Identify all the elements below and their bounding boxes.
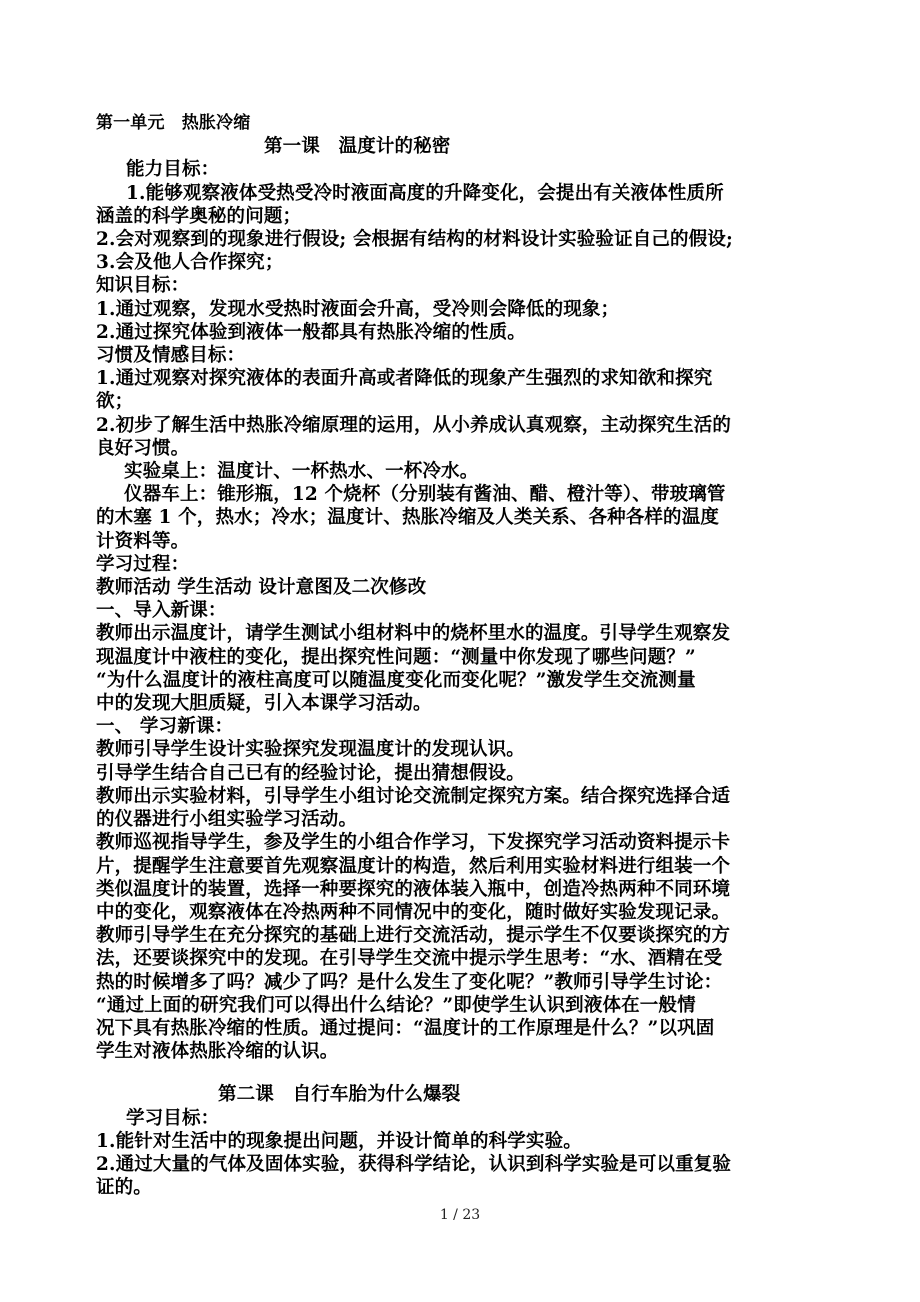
section2-line: 引导学生结合自己已有的经验讨论，提出猜想假设。 xyxy=(96,762,525,784)
section1-line: 中的发现大胆质疑，引入本课学习活动。 xyxy=(96,693,432,715)
section2-line: 类似温度计的装置，选择一种要探究的液体装入瓶中，创造冷热两种不同环境 xyxy=(96,878,731,900)
section2-line: 教师引导学生设计实验探究发现温度计的发现认识。 xyxy=(96,739,525,761)
ability-line: 1.能够观察液体受热受冷时液面高度的升降变化，会提出有关液体性质所 xyxy=(126,182,724,204)
section2-line: 况下具有热胀冷缩的性质。通过提问：“温度计的工作原理是什么？”以巩固 xyxy=(96,1017,715,1039)
knowledge-line: 1.通过观察，发现水受热时液面会升高，受冷则会降低的现象； xyxy=(96,298,620,320)
cart-materials-line: 计资料等。 xyxy=(96,530,190,552)
unit-title: 第一单元 热胀冷缩 xyxy=(96,113,251,133)
section1-line: “为什么温度计的液柱高度可以随温度变化而变化呢？”激发学生交流测量 xyxy=(96,669,696,691)
lesson2-goals-heading: 学习目标： xyxy=(126,1107,220,1129)
section2-line: 教师巡视指导学生，参及学生的小组合作学习，下发探究学习活动资料提示卡 xyxy=(96,832,731,854)
page-content xyxy=(96,112,828,1199)
page-number: 1 / 23 xyxy=(439,1207,481,1223)
ability-line: 涵盖的科学奥秘的问题； xyxy=(96,205,302,227)
section-gap xyxy=(96,1063,828,1083)
lesson2-goal-line: 证的。 xyxy=(96,1177,152,1199)
process-heading: 学习过程： xyxy=(96,553,190,575)
lesson2-goal-line: 2.通过大量的气体及固体实验，获得科学结论，认识到科学实验是可以重复验 xyxy=(96,1153,732,1175)
ability-line: 3.会及他人合作探究； xyxy=(96,252,284,274)
section2-heading: 一、 学习新课： xyxy=(96,716,234,738)
lesson1-title: 第一课 温度计的秘密 xyxy=(264,136,451,158)
habit-line: 1.通过观察对探究液体的表面升高或者降低的现象产生强烈的求知欲和探究 xyxy=(96,368,713,390)
cart-materials-line: 仪器车上：锥形瓶，12 个烧杯（分别装有酱油、醋、橙汁等）、带玻璃管 xyxy=(124,484,726,506)
section2-line: 学生对液体热胀冷缩的认识。 xyxy=(96,1041,339,1063)
knowledge-heading: 知识目标： xyxy=(96,275,190,297)
section1-heading: 一、导入新课： xyxy=(96,600,227,622)
habit-heading: 习惯及情感目标： xyxy=(96,345,246,367)
section2-line: 热的时候增多了吗？减少了吗？是什么发生了变化呢？”教师引导学生讨论： xyxy=(96,971,723,993)
section2-line: 法，还要谈探究中的发现。在引导学生交流中提示学生思考：“水、酒精在受 xyxy=(96,948,723,970)
cart-materials-line: 的木塞 1 个，热水；冷水；温度计、热胀冷缩及人类关系、各种各样的温度 xyxy=(96,507,720,529)
lesson2-goal-line: 1.能针对生活中的现象提出问题，并设计简单的科学实验。 xyxy=(96,1130,582,1152)
habit-line: 欲； xyxy=(96,391,134,413)
lesson2-title: 第二课 自行车胎为什么爆裂 xyxy=(218,1084,461,1106)
section2-line: 的仪器进行小组实验学习活动。 xyxy=(96,809,358,831)
knowledge-line: 2.通过探究体验到液体一般都具有热胀冷缩的性质。 xyxy=(96,321,526,343)
habit-line: 良好习惯。 xyxy=(96,437,190,459)
section1-line: 教师出示温度计，请学生测试小组材料中的烧杯里水的温度。引导学生观察发 xyxy=(96,623,731,645)
ability-heading: 能力目标： xyxy=(126,159,220,181)
desk-materials: 实验桌上：温度计、一杯热水、一杯冷水。 xyxy=(124,461,479,483)
section2-line: 片，提醒学生注意要首先观察温度计的构造，然后利用实验材料进行组装一个 xyxy=(96,855,731,877)
habit-line: 2.初步了解生活中热胀冷缩原理的运用，从小养成认真观察，主动探究生活的 xyxy=(96,414,732,436)
section2-line: 教师出示实验材料，引导学生小组讨论交流制定探究方案。结合探究选择合适 xyxy=(96,785,731,807)
process-columns: 教师活动 学生活动 设计意图及二次修改 xyxy=(96,577,427,599)
section1-line: 现温度计中液柱的变化，提出探究性问题：“测量中你发现了哪些问题？” xyxy=(96,646,696,668)
section2-line: “通过上面的研究我们可以得出什么结论？”即使学生认识到液体在一般情 xyxy=(96,994,696,1016)
section2-line: 中的变化，观察液体在冷热两种不同情况中的变化，随时做好实验发现记录。 xyxy=(96,901,731,923)
ability-line: 2.会对观察到的现象进行假设; 会根据有结构的材料设计实验验证自己的假设; xyxy=(96,229,733,251)
section2-line: 教师引导学生在充分探究的基础上进行交流活动，提示学生不仅要谈探究的方 xyxy=(96,925,731,947)
